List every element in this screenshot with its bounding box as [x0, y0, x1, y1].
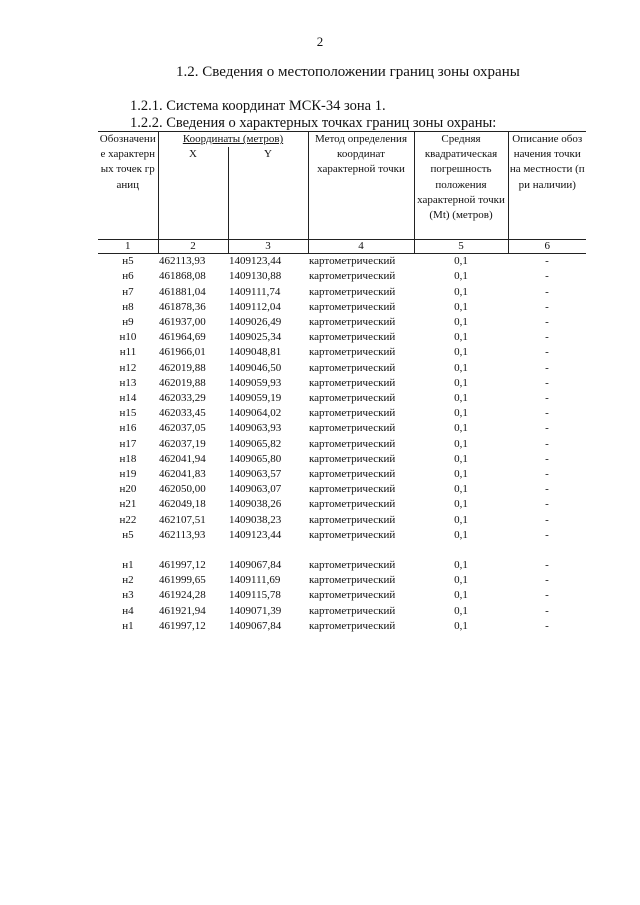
cell-error: 0,1 [454, 619, 468, 632]
cell-method: картометрический [309, 513, 396, 526]
table-row [98, 285, 586, 300]
header-description: Описание обозначения точки на местности (при наличии) [508, 132, 586, 240]
cell-coord-x: 462037,19 [159, 437, 206, 450]
cell-point-id: н3 [122, 589, 134, 602]
cell-point-id: н5 [122, 528, 134, 541]
header-error: Средняя квадратическая погрешность положения характерной точки (Mt) (метров) [414, 132, 508, 240]
cell-error: 0,1 [454, 468, 468, 481]
cell-method: картометрический [309, 422, 396, 435]
cell-method: картометрический [309, 452, 396, 465]
table-row [98, 376, 586, 391]
cell-method: картометрический [309, 604, 396, 617]
cell-coord-y: 1409065,82 [229, 437, 282, 450]
table-row [98, 528, 586, 543]
cell-method: картометрический [309, 528, 396, 541]
cell-description: - [545, 270, 549, 283]
cell-point-id: н14 [119, 392, 137, 405]
cell-description: - [545, 407, 549, 420]
cell-description: - [545, 589, 549, 602]
cell-coord-y: 1409111,74 [229, 285, 281, 298]
cell-description: - [545, 574, 549, 587]
cell-method: картометрический [309, 331, 396, 344]
cell-point-id: н9 [122, 316, 134, 329]
table-row [98, 421, 586, 436]
cell-point-id: н5 [122, 255, 134, 268]
cell-coord-x: 462041,94 [159, 452, 206, 465]
cell-method: картометрический [309, 376, 396, 389]
cell-method: картометрический [309, 346, 396, 359]
cell-point-id: н1 [122, 559, 134, 572]
cell-coord-y: 1409115,78 [229, 589, 281, 602]
column-number-5: 5 [414, 240, 508, 254]
cell-description: - [545, 422, 549, 435]
cell-coord-x: 461868,08 [159, 270, 206, 283]
cell-point-id: н21 [119, 498, 137, 511]
cell-coord-y: 1409063,57 [229, 468, 282, 481]
header-point-designation: Обозначение характерных точек границ [98, 132, 158, 240]
cell-point-id: н4 [122, 604, 134, 617]
cell-coord-y: 1409038,23 [229, 513, 282, 526]
cell-error: 0,1 [454, 331, 468, 344]
cell-point-id: н13 [119, 376, 137, 389]
cell-error: 0,1 [454, 285, 468, 298]
table-row [98, 330, 586, 345]
cell-description: - [545, 376, 549, 389]
table-row [98, 452, 586, 467]
cell-coord-x: 461999,65 [159, 574, 206, 587]
cell-coord-y: 1409123,44 [229, 528, 282, 541]
cell-description: - [545, 559, 549, 572]
cell-coord-x: 461997,12 [159, 619, 206, 632]
cell-description: - [545, 513, 549, 526]
cell-coord-x: 461878,36 [159, 300, 206, 313]
cell-coord-x: 462019,88 [159, 376, 206, 389]
cell-error: 0,1 [454, 604, 468, 617]
cell-method: картометрический [309, 619, 396, 632]
table-row [98, 558, 586, 573]
cell-point-id: н7 [122, 285, 134, 298]
cell-point-id: н1 [122, 619, 134, 632]
header-coordinates-label: Координаты (метров) [182, 133, 284, 145]
cell-coord-y: 1409048,81 [229, 346, 282, 359]
cell-coord-x: 462107,51 [159, 513, 206, 526]
cell-method: картометрический [309, 483, 396, 496]
cell-error: 0,1 [454, 483, 468, 496]
cell-error: 0,1 [454, 346, 468, 359]
cell-method: картометрический [309, 407, 396, 420]
table-row [98, 604, 586, 619]
cell-coord-y: 1409026,49 [229, 316, 282, 329]
cell-point-id: н19 [119, 468, 137, 481]
table-row [98, 573, 586, 588]
cell-coord-x: 461881,04 [159, 285, 206, 298]
cell-error: 0,1 [454, 300, 468, 313]
cell-error: 0,1 [454, 528, 468, 541]
cell-description: - [545, 483, 549, 496]
cell-coord-x: 462113,93 [159, 528, 206, 541]
boundary-points-table [98, 131, 586, 634]
cell-description: - [545, 619, 549, 632]
cell-method: картометрический [309, 270, 396, 283]
cell-method: картометрический [309, 316, 396, 329]
cell-coord-x: 462041,83 [159, 468, 206, 481]
header-method: Метод определения координат характерной точки [308, 132, 414, 240]
cell-coord-x: 461937,00 [159, 316, 206, 329]
cell-coord-x: 461964,69 [159, 331, 206, 344]
cell-error: 0,1 [454, 574, 468, 587]
cell-error: 0,1 [454, 270, 468, 283]
cell-method: картометрический [309, 392, 396, 405]
cell-coord-x: 462049,18 [159, 498, 206, 511]
points-info-line: 1.2.2. Сведения о характерных точках границ зоны охраны: [130, 115, 497, 131]
table-row [98, 254, 586, 270]
table-row [98, 406, 586, 421]
cell-coord-y: 1409063,93 [229, 422, 282, 435]
cell-coord-y: 1409071,39 [229, 604, 282, 617]
cell-coord-y: 1409038,26 [229, 498, 282, 511]
cell-coord-y: 1409046,50 [229, 361, 282, 374]
cell-description: - [545, 392, 549, 405]
cell-description: - [545, 255, 549, 268]
cell-method: картометрический [309, 255, 396, 268]
cell-coord-y: 1409059,93 [229, 376, 282, 389]
cell-point-id: н11 [119, 346, 137, 359]
table-row [98, 497, 586, 512]
column-number-2: 2 [158, 240, 228, 254]
cell-coord-x: 461997,12 [159, 559, 206, 572]
cell-description: - [545, 437, 549, 450]
table-row [98, 437, 586, 452]
cell-coord-x: 461921,94 [159, 604, 206, 617]
cell-coord-y: 1409064,02 [229, 407, 282, 420]
cell-method: картометрический [309, 498, 396, 511]
cell-method: картометрический [309, 437, 396, 450]
table-row [98, 513, 586, 528]
cell-coord-y: 1409111,69 [229, 574, 281, 587]
cell-point-id: н16 [119, 422, 137, 435]
cell-description: - [545, 361, 549, 374]
cell-point-id: н12 [119, 361, 137, 374]
cell-error: 0,1 [454, 559, 468, 572]
table-row [98, 345, 586, 360]
table-row [98, 619, 586, 634]
cell-description: - [545, 498, 549, 511]
cell-error: 0,1 [454, 316, 468, 329]
cell-error: 0,1 [454, 513, 468, 526]
cell-error: 0,1 [454, 589, 468, 602]
cell-error: 0,1 [454, 392, 468, 405]
cell-error: 0,1 [454, 422, 468, 435]
cell-method: картометрический [309, 559, 396, 572]
page-number: 2 [316, 34, 324, 49]
cell-coord-y: 1409067,84 [229, 559, 282, 572]
cell-description: - [545, 316, 549, 329]
header-y: Y [228, 147, 308, 240]
table-row [98, 361, 586, 376]
cell-coord-y: 1409065,80 [229, 452, 282, 465]
cell-description: - [545, 331, 549, 344]
table-row [98, 482, 586, 497]
table-row [98, 588, 586, 603]
cell-point-id: н8 [122, 300, 134, 313]
cell-coord-x: 462037,05 [159, 422, 206, 435]
table-row [98, 269, 586, 284]
cell-description: - [545, 528, 549, 541]
header-x: X [158, 147, 228, 240]
cell-coord-y: 1409025,34 [229, 331, 282, 344]
group-spacer [98, 543, 586, 558]
column-number-4: 4 [308, 240, 414, 254]
table-body [98, 254, 586, 634]
cell-point-id: н20 [119, 483, 137, 496]
cell-coord-y: 1409123,44 [229, 255, 282, 268]
cell-description: - [545, 452, 549, 465]
cell-point-id: н15 [119, 407, 137, 420]
cell-error: 0,1 [454, 255, 468, 268]
cell-point-id: н6 [122, 270, 134, 283]
cell-error: 0,1 [454, 376, 468, 389]
cell-method: картометрический [309, 285, 396, 298]
column-number-1: 1 [98, 240, 158, 254]
cell-method: картометрический [309, 574, 396, 587]
cell-coord-y: 1409063,07 [229, 483, 282, 496]
cell-error: 0,1 [454, 361, 468, 374]
cell-description: - [545, 468, 549, 481]
cell-description: - [545, 285, 549, 298]
cell-point-id: н22 [119, 513, 137, 526]
cell-method: картометрический [309, 589, 396, 602]
cell-coord-y: 1409059,19 [229, 392, 282, 405]
cell-description: - [545, 300, 549, 313]
cell-coord-x: 462113,93 [159, 255, 206, 268]
cell-coord-x: 461966,01 [159, 346, 206, 359]
cell-error: 0,1 [454, 437, 468, 450]
cell-error: 0,1 [454, 407, 468, 420]
section-heading: 1.2. Сведения о местоположении границ зоны охраны [176, 64, 520, 80]
cell-coord-y: 1409112,04 [229, 300, 281, 313]
cell-point-id: н17 [119, 437, 137, 450]
cell-coord-x: 462050,00 [159, 483, 206, 496]
cell-coord-x: 462033,29 [159, 392, 206, 405]
cell-error: 0,1 [454, 452, 468, 465]
cell-coord-x: 462019,88 [159, 361, 206, 374]
cell-coord-y: 1409067,84 [229, 619, 282, 632]
cell-point-id: н18 [119, 452, 137, 465]
cell-coord-x: 461924,28 [159, 589, 206, 602]
cell-coord-y: 1409130,88 [229, 270, 282, 283]
column-number-3: 3 [228, 240, 308, 254]
cell-point-id: н2 [122, 574, 134, 587]
header-coordinates [158, 132, 308, 148]
coordinate-system-line: 1.2.1. Система координат МСК-34 зона 1. [130, 98, 386, 114]
cell-point-id: н10 [119, 331, 137, 344]
table-row [98, 467, 586, 482]
cell-method: картометрический [309, 361, 396, 374]
table-row [98, 315, 586, 330]
table-row [98, 391, 586, 406]
cell-error: 0,1 [454, 498, 468, 511]
column-number-6: 6 [508, 240, 586, 254]
cell-coord-x: 462033,45 [159, 407, 206, 420]
cell-description: - [545, 346, 549, 359]
cell-method: картометрический [309, 468, 396, 481]
cell-description: - [545, 604, 549, 617]
cell-method: картометрический [309, 300, 396, 313]
table-row [98, 300, 586, 315]
